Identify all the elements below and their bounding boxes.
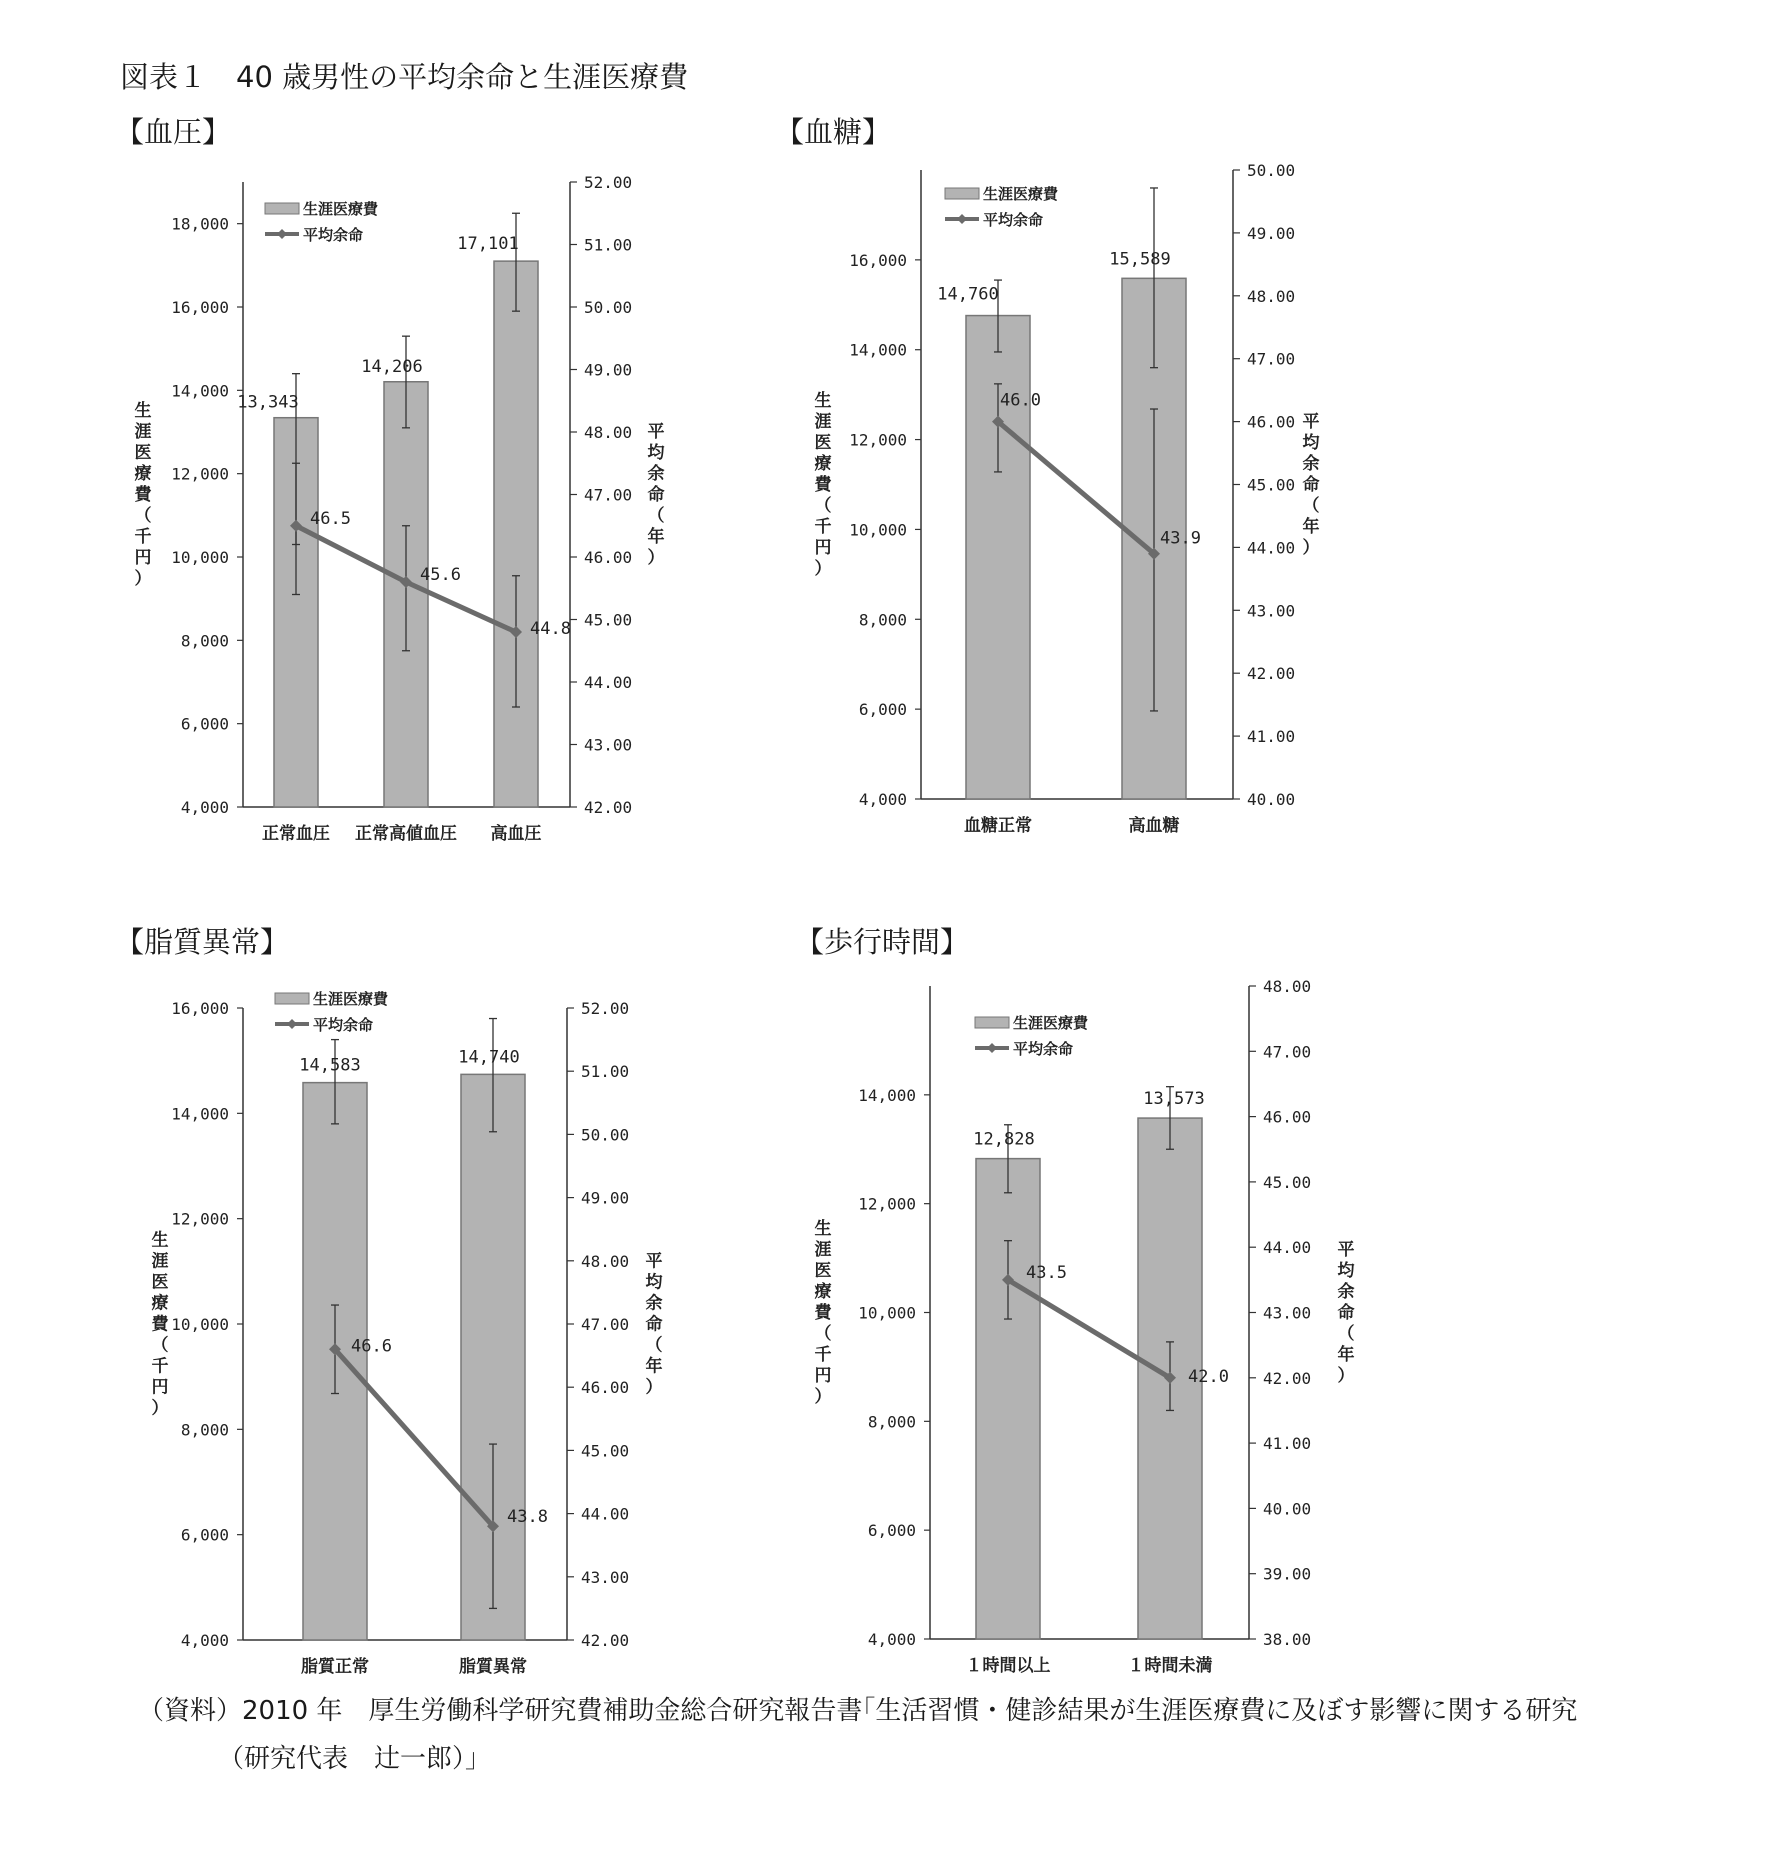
chart1-y-right-tick-label: 43.00	[584, 735, 633, 755]
chart3-y-right-tick-label: 50.00	[581, 1125, 630, 1145]
chart1-category-label: 正常血圧	[262, 824, 330, 844]
chart2-y-left-title-char: 生	[814, 391, 832, 411]
chart1-y-left-title-char: 涯	[134, 422, 152, 442]
chart3-y-right-title-char: 平	[645, 1251, 663, 1272]
chart3-y-right-title-char: 年	[645, 1356, 663, 1377]
chart3-y-right-tick-label: 44.00	[581, 1504, 630, 1524]
chart1-y-right-tick-label: 47.00	[584, 485, 633, 505]
chart2-legend-bar-label: 生涯医療費	[983, 185, 1059, 203]
chart4-y-right-tick-label: 39.00	[1263, 1564, 1312, 1584]
chart3-y-right-tick-label: 48.00	[581, 1251, 630, 1271]
chart1-y-right-title-char: 平	[647, 422, 665, 442]
chart2-y-right-title-char: 余	[1302, 454, 1320, 474]
chart1-y-right-tick-label: 51.00	[584, 235, 633, 255]
chart2-y-right-tick-label: 47.00	[1247, 349, 1296, 369]
chart1-category-label: 高血圧	[490, 824, 542, 844]
chart2-y-left-tick-label: 14,000	[849, 340, 907, 360]
chart3-y-left-title-char: 生	[151, 1230, 169, 1251]
chart1-legend-line-marker	[277, 229, 287, 239]
chart2-y-left-title-char: 療	[814, 454, 832, 474]
chart3-y-left-tick-label: 16,000	[171, 999, 229, 1018]
chart3-y-right-title-char: 余	[645, 1293, 663, 1314]
chart1-y-left-tick-label: 18,000	[171, 214, 229, 234]
chart1-legend-bar-label: 生涯医療費	[303, 200, 379, 218]
chart4-bar-value-label: 13,573	[1143, 1089, 1205, 1110]
chart1-y-right-title-char: 余	[647, 464, 665, 484]
chart2-category-label: 血糖正常	[964, 816, 1032, 836]
chart2-y-right-title-char: 平	[1302, 412, 1320, 432]
chart1-bar-value-label: 14,206	[361, 356, 423, 377]
chart4-y-left-tick-label: 14,000	[858, 1085, 916, 1105]
chart1-y-left-title-char: 療	[134, 464, 152, 484]
chart3-line-value-label: 43.8	[507, 1507, 548, 1528]
chart1-y-right-title-char: 年	[647, 527, 665, 547]
chart1-bar	[494, 261, 538, 807]
chart1-y-right-tick-label: 50.00	[584, 298, 633, 317]
chart3-y-right-tick-label: 49.00	[581, 1188, 630, 1208]
chart1-bar-value-label: 13,343	[237, 392, 299, 413]
chart1-line-value-label: 45.6	[420, 565, 461, 585]
chart2-y-right-tick-label: 40.00	[1247, 790, 1296, 809]
section-label-lipid: 【脂質異常】	[115, 925, 290, 959]
chart3-y-left-title-char: 涯	[151, 1251, 169, 1272]
chart3-y-right-tick-label: 43.00	[581, 1567, 630, 1587]
chart3-legend-bar-swatch	[275, 993, 309, 1004]
chart4-y-left-tick-label: 4,000	[867, 1630, 916, 1649]
chart2-y-left-title-char: 医	[814, 433, 832, 453]
chart3-y-right-tick-label: 46.00	[581, 1378, 630, 1398]
chart4-line-value-label: 43.5	[1026, 1262, 1067, 1283]
chart4-y-right-tick-label: 44.00	[1263, 1238, 1312, 1258]
chart3-y-left-tick-label: 6,000	[180, 1525, 229, 1545]
chart2-y-left-tick-label: 6,000	[858, 700, 907, 720]
chart3-y-right-tick-label: 42.00	[581, 1631, 630, 1650]
chart2-y-right-tick-label: 50.00	[1247, 161, 1296, 180]
chart2-y-left-tick-label: 4,000	[858, 790, 907, 809]
chart3-y-left-tick-label: 10,000	[171, 1315, 229, 1334]
chart2-bar-value-label: 14,760	[937, 284, 999, 305]
chart1-y-left-title-char: 医	[134, 443, 152, 463]
chart2-y-left-title-char: 涯	[814, 412, 832, 432]
chart4-y-right-title-char: 均	[1337, 1261, 1355, 1281]
chart3-category-label: 脂質異常	[459, 1657, 527, 1677]
chart4-y-right-title-char: ）	[1337, 1366, 1355, 1386]
chart1-legend-bar-swatch	[265, 203, 299, 214]
chart2-y-left-tick-label: 12,000	[849, 430, 907, 450]
chart1-y-left-title-char: 生	[134, 401, 152, 421]
chart2-y-right-tick-label: 41.00	[1247, 727, 1296, 747]
chart3-y-right-tick-label: 52.00	[581, 999, 630, 1018]
chart2-y-right-tick-label: 49.00	[1247, 223, 1296, 243]
chart3-legend-line-label: 平均余命	[313, 1016, 374, 1034]
chart2-y-right-tick-label: 45.00	[1247, 475, 1296, 495]
chart3-y-left-title-char: ）	[151, 1398, 169, 1419]
chart4-legend-bar-swatch	[975, 1017, 1009, 1028]
source-note-line2: （研究代表 辻一郎）」	[218, 1744, 492, 1774]
chart2-y-right-title-char: ）	[1302, 538, 1320, 558]
chart1-y-right-tick-label: 46.00	[584, 548, 633, 567]
chart4-y-right-title-char: （	[1337, 1324, 1355, 1344]
section-label-blood-pressure: 【血圧】	[115, 115, 232, 149]
chart1-y-right-title-char: 命	[647, 485, 665, 505]
chart4-y-right-tick-label: 41.00	[1263, 1434, 1312, 1454]
chart1-legend-line-label: 平均余命	[303, 226, 364, 244]
chart1-y-left-title-char: 千	[134, 527, 152, 547]
chart4-y-left-tick-label: 8,000	[867, 1412, 916, 1432]
section-label-blood-sugar: 【血糖】	[775, 115, 892, 149]
chart4-y-right-title-char: 平	[1337, 1240, 1355, 1260]
chart1-y-right-tick-label: 48.00	[584, 423, 633, 442]
chart2-y-left-title-char: 千	[814, 517, 832, 537]
chart2-y-right-tick-label: 46.00	[1247, 412, 1296, 432]
chart3-y-left-tick-label: 14,000	[171, 1104, 229, 1124]
chart4-bar-value-label: 12,828	[973, 1129, 1035, 1150]
chart4-y-left-title-char: 費	[814, 1303, 832, 1323]
chart2-line-value-label: 43.9	[1160, 528, 1201, 549]
chart2-y-right-title-char: 年	[1302, 517, 1320, 537]
chart2-y-left-title-char: 費	[814, 475, 832, 495]
chart4-y-right-title-char: 年	[1337, 1345, 1355, 1365]
chart2-legend-line-label: 平均余命	[983, 211, 1044, 229]
chart3-y-right-tick-label: 45.00	[581, 1441, 630, 1461]
chart1-bar-value-label: 17,101	[457, 234, 519, 255]
chart4-y-right-tick-label: 46.00	[1263, 1107, 1312, 1127]
chart4-y-left-tick-label: 12,000	[858, 1194, 916, 1214]
chart4-y-right-tick-label: 47.00	[1263, 1042, 1312, 1062]
chart1-y-left-tick-label: 8,000	[180, 631, 229, 651]
chart1-y-left-tick-label: 12,000	[171, 464, 229, 484]
chart4-category-label: １時間未満	[1127, 1656, 1213, 1676]
chart2-y-right-tick-label: 43.00	[1247, 601, 1296, 621]
chart1-y-left-tick-label: 10,000	[171, 548, 229, 567]
chart2-line-value-label: 46.0	[1000, 390, 1041, 411]
chart3-legend-line-marker	[287, 1019, 297, 1029]
figure-title: 図表１ 40 歳男性の平均余命と生涯医療費	[120, 60, 689, 94]
chart2-y-right-title-char: 命	[1302, 475, 1320, 495]
section-label-walking: 【歩行時間】	[795, 925, 970, 959]
chart4-y-right-tick-label: 40.00	[1263, 1499, 1312, 1519]
chart1-y-left-title-char: （	[134, 506, 152, 526]
chart1-y-right-tick-label: 42.00	[584, 798, 633, 817]
chart3-y-left-title-char: 医	[151, 1272, 169, 1293]
chart1-y-right-title-char: ）	[647, 548, 665, 568]
chart4-y-left-title-char: 医	[814, 1261, 832, 1281]
chart1-y-left-title-char: 円	[134, 548, 152, 568]
chart1-y-left-tick-label: 6,000	[180, 714, 229, 734]
chart1-y-left-title-char: ）	[134, 569, 152, 589]
chart4-bar	[976, 1159, 1040, 1639]
chart4-legend-line-label: 平均余命	[1013, 1040, 1074, 1058]
chart4-line-value-label: 42.0	[1188, 1366, 1229, 1387]
chart3-y-right-tick-label: 51.00	[581, 1062, 630, 1082]
chart1-line-value-label: 46.5	[310, 508, 351, 529]
chart4-category-label: １時間以上	[965, 1656, 1051, 1676]
chart1-y-left-tick-label: 16,000	[171, 298, 229, 317]
chart2-y-left-title-char: （	[814, 496, 832, 516]
chart1-y-right-tick-label: 49.00	[584, 360, 633, 380]
chart2-y-left-tick-label: 16,000	[849, 250, 907, 270]
chart4-y-right-tick-label: 42.00	[1263, 1368, 1312, 1388]
chart2-y-right-tick-label: 42.00	[1247, 664, 1296, 684]
chart3-y-left-title-char: （	[151, 1335, 169, 1356]
chart2-bar-value-label: 15,589	[1109, 249, 1171, 270]
chart2-y-right-title-char: 均	[1302, 433, 1320, 453]
chart4-y-right-tick-label: 43.00	[1263, 1303, 1312, 1323]
chart3-category-label: 脂質正常	[301, 1657, 369, 1677]
chart4-y-right-tick-label: 45.00	[1263, 1172, 1312, 1192]
chart3-y-left-tick-label: 12,000	[171, 1209, 229, 1229]
chart4-y-left-tick-label: 10,000	[858, 1303, 916, 1323]
chart4-y-left-title-char: 療	[814, 1282, 832, 1302]
chart3-bar-value-label: 14,740	[458, 1047, 520, 1068]
chart1-y-left-tick-label: 14,000	[171, 381, 229, 401]
chart3-y-left-title-char: 千	[151, 1356, 169, 1377]
chart2-y-left-tick-label: 10,000	[849, 520, 907, 540]
chart3-y-right-title-char: ）	[645, 1377, 663, 1398]
chart2-category-label: 高血糖	[1128, 816, 1180, 836]
chart3-y-left-tick-label: 8,000	[180, 1420, 229, 1440]
chart1-y-right-tick-label: 44.00	[584, 673, 633, 692]
chart4-y-left-title-char: 涯	[814, 1240, 832, 1260]
chart4-legend-line-marker	[987, 1043, 997, 1053]
chart3-y-left-title-char: 療	[151, 1293, 169, 1314]
chart1-y-left-tick-label: 4,000	[180, 798, 229, 817]
chart2-y-right-title-char: （	[1302, 496, 1320, 516]
chart4-y-right-tick-label: 38.00	[1263, 1630, 1312, 1649]
chart3-y-left-tick-label: 4,000	[180, 1631, 229, 1650]
chart3-bar-value-label: 14,583	[299, 1055, 361, 1076]
chart4-legend-bar-label: 生涯医療費	[1013, 1014, 1089, 1032]
chart4-y-left-title-char: 円	[814, 1366, 832, 1386]
chart3-y-left-title-char: 費	[151, 1314, 169, 1335]
chart3-y-right-title-char: （	[645, 1335, 663, 1356]
chart3-line-value-label: 46.6	[351, 1336, 392, 1357]
chart2-y-left-title-char: 円	[814, 538, 832, 558]
chart3-y-left-title-char: 円	[151, 1377, 169, 1398]
chart3-y-right-tick-label: 47.00	[581, 1315, 630, 1334]
chart1-y-right-title-char: （	[647, 506, 665, 526]
chart4-y-left-title-char: 千	[814, 1345, 832, 1365]
chart1-category-label: 正常高値血圧	[355, 824, 457, 844]
chart4-y-left-tick-label: 6,000	[867, 1521, 916, 1541]
chart2-legend-line-marker	[957, 214, 967, 224]
chart2-legend-bar-swatch	[945, 188, 979, 199]
chart3-y-right-title-char: 命	[645, 1314, 663, 1335]
chart4-y-right-title-char: 余	[1337, 1282, 1355, 1302]
chart1-y-right-tick-label: 52.00	[584, 173, 633, 192]
chart1-y-right-tick-label: 45.00	[584, 610, 633, 630]
chart3-legend-bar-label: 生涯医療費	[313, 990, 389, 1008]
chart1-y-right-title-char: 均	[647, 443, 665, 463]
chart4-y-right-tick-label: 48.00	[1263, 977, 1312, 996]
chart4-y-left-title-char: （	[814, 1324, 832, 1344]
chart2-y-left-tick-label: 8,000	[858, 610, 907, 630]
chart2-y-right-tick-label: 44.00	[1247, 538, 1296, 558]
chart3-y-right-title-char: 均	[645, 1272, 663, 1293]
chart4-y-left-title-char: 生	[814, 1219, 832, 1239]
chart2-y-left-title-char: ）	[814, 559, 832, 579]
chart1-y-left-title-char: 費	[134, 485, 152, 505]
chart4-y-right-title-char: 命	[1337, 1303, 1355, 1323]
chart4-y-left-title-char: ）	[814, 1387, 832, 1407]
chart1-line-value-label: 44.8	[530, 619, 571, 639]
source-note-line1: （資料）2010 年 厚生労働科学研究費補助金総合研究報告書｢生活習慣・健診結果が生涯医療費に及ぼす影響に関する研究	[138, 1696, 1578, 1726]
chart2-y-right-tick-label: 48.00	[1247, 286, 1296, 306]
